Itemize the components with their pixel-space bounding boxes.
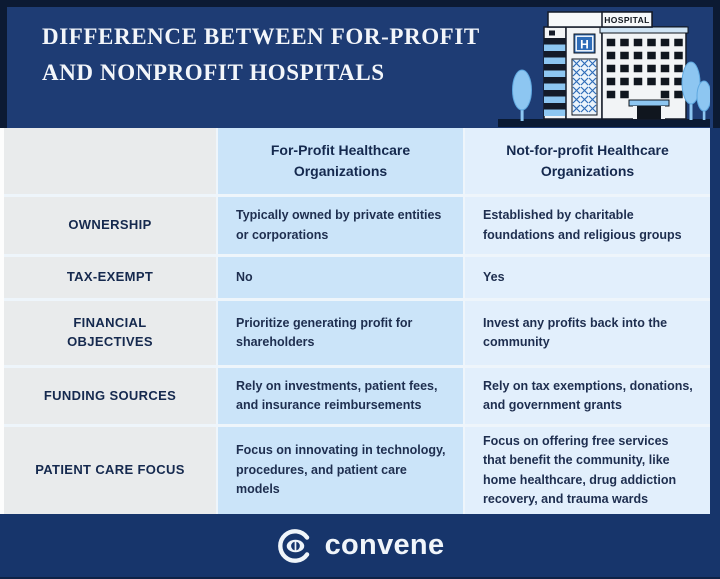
footer-bar [0,514,720,579]
table-row-label: FINANCIAL OBJECTIVES [4,301,216,365]
comparison-table [0,128,720,514]
entrance [629,100,669,119]
table-cell-for-profit: Prioritize generating profit for shareholders [218,301,463,365]
table-cell-nonprofit: Rely on tax exemptions, donations, and government grants [465,368,710,424]
column-header-for-profit: For-Profit Healthcare Organizations [218,128,463,194]
page-title-line2: AND NONPROFIT HOSPITALS [42,59,385,85]
table-cell-for-profit: Rely on investments, patient fees, and insurance reimbursements [218,368,463,424]
column-header-nonprofit: Not-for-profit Healthcare Organizations [465,128,710,194]
tower-letter: H [580,37,589,52]
hospital-building-illustration [498,7,710,127]
table-cell-nonprofit: Yes [465,257,710,298]
header-cell-empty [4,128,216,194]
table-grid [4,128,710,514]
center-tower [566,27,602,119]
table-row-label: TAX-EXEMPT [4,257,216,298]
table-cell-nonprofit: Focus on offering free services that benefit the community, like home healthcare, drug addiction recovery, and trauma wards [465,427,710,514]
striped-tower [544,27,566,119]
table-row-label: PATIENT CARE FOCUS [4,427,216,514]
page-title [42,19,480,90]
page-title-line1: DIFFERENCE BETWEEN FOR-PROFIT [42,24,480,49]
table-row-label: OWNERSHIP [4,197,216,254]
header-panel [7,7,713,128]
lattice-windows [572,59,597,115]
header-band [0,0,720,128]
hospital-sign-text: HOSPITAL [604,15,650,25]
table-cell-nonprofit: Invest any profits back into the community [465,301,710,365]
ground-strip [498,119,710,127]
convene-logo-icon [276,527,314,565]
brand-name: convene [324,529,445,561]
table-cell-for-profit: Focus on innovating in technology, procedures, and patient care models [218,427,463,514]
table-cell-nonprofit: Established by charitable foundations and religious groups [465,197,710,254]
table-cell-for-profit: No [218,257,463,298]
tree-icon [513,70,532,121]
table-row-label: FUNDING SOURCES [4,368,216,424]
table-cell-for-profit: Typically owned by private entities or corporations [218,197,463,254]
